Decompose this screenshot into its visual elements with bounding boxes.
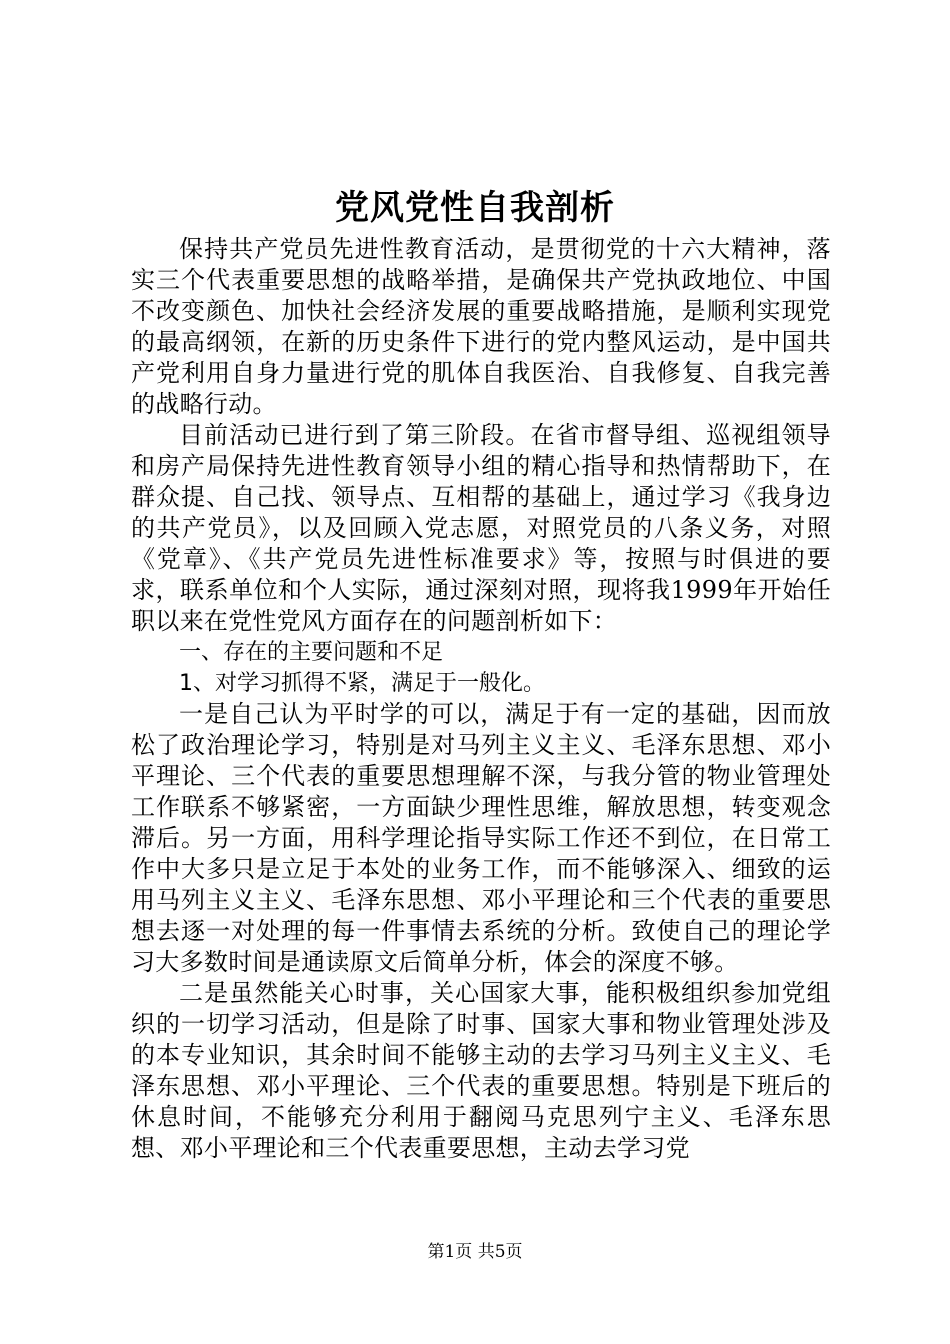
page-number-footer: 第1页 共5页 <box>427 1242 523 1262</box>
section-heading: 一、存在的主要问题和不足 <box>179 640 444 665</box>
document-body <box>131 234 831 1164</box>
paragraph-stage: 目前活动已进行到了第三阶段。在省市督导组、巡视组领导和房产局保持先进性教育领导小组的精心指导和热情帮助下，在群众提、自己找、领导点、互相帮的基础上，通过学习《我身边的共产党员》，以及回顾入党志愿，对照党员的八条义务，对照《党章》、《共产党员先进性标准要求》等，按照与时俱进的要求，联系单位和个人实际，通过深刻对照，现将我1999年开始任职以来在党性党风方面存在的问题剖析如下： <box>131 421 831 635</box>
paragraph-point-one: 一是自己认为平时学的可以，满足于有一定的基础，因而放松了政治理论学习，特别是对马列主义主义、毛泽东思想、邓小平理论、三个代表的重要思想理解不深，与我分管的物业管理处工作联系不够紧密，一方面缺少理性思维，解放思想，转变观念滞后。另一方面，用科学理论指导实际工作还不到位，在日常工作中大多只是立足于本处的业务工作，而不能够深入、细致的运用马列主义主义、毛泽东思想、邓小平理论和三个代表的重要思想去逐一对处理的每一件事情去系统的分析。致使自己的理论学习大多数时间是通读原文后简单分析，体会的深度不够。 <box>131 700 831 976</box>
subsection-heading: 1、对学习抓得不紧，满足于一般化。 <box>179 671 545 696</box>
paragraph-intro: 保持共产党员先进性教育活动，是贯彻党的十六大精神，落实三个代表重要思想的战略举措，是确保共产党执政地位、中国不改变颜色、加快社会经济发展的重要战略措施，是顺利实现党的最高纲领，在新的历史条件下进行的党内整风运动，是中国共产党利用自身力量进行党的肌体自我医治、自我修复、自我完善的战略行动。 <box>131 235 831 418</box>
paragraph-point-two: 二是虽然能关心时事，关心国家大事，能积极组织参加党组织的一切学习活动，但是除了时事、国家大事和物业管理处涉及的本专业知识，其余时间不能够主动的去学习马列主义主义、毛泽东思想、邓小平理论、三个代表的重要思想。特别是下班后的休息时间，不能够充分利用于翻阅马克思列宁主义、毛泽东思想、邓小平理论和三个代表重要思想，主动去学习党 <box>131 979 831 1162</box>
document-title: 党风党性自我剖析 <box>335 188 615 228</box>
